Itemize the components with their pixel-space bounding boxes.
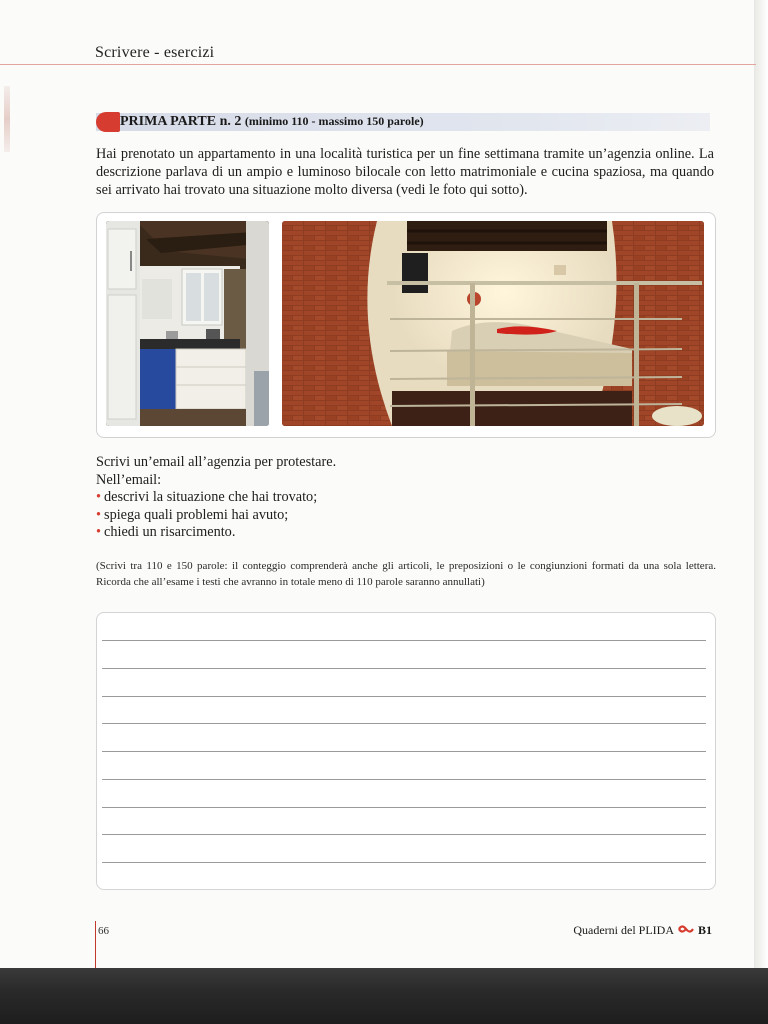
writing-line bbox=[102, 696, 706, 697]
page-number-rule bbox=[95, 921, 96, 968]
instructions bbox=[96, 454, 716, 542]
task-title bbox=[120, 114, 424, 130]
plida-logo-icon bbox=[678, 923, 694, 938]
margin-mark bbox=[4, 86, 10, 152]
book-title: Quaderni del PLIDA bbox=[573, 923, 674, 937]
task-title-limits: (minimo 110 - massimo 150 parole) bbox=[244, 114, 424, 128]
writing-line bbox=[102, 862, 706, 863]
header-rule bbox=[0, 64, 756, 65]
instruction-bullet: • spiega quali problemi hai avuto; bbox=[96, 507, 716, 525]
task-marker bbox=[96, 112, 120, 132]
footer-title bbox=[573, 923, 712, 938]
task-title-main: PRIMA PARTE bbox=[120, 114, 217, 129]
kitchen-photo bbox=[106, 221, 269, 426]
writing-line bbox=[102, 834, 706, 835]
level-label: B1 bbox=[697, 923, 712, 937]
instruction-intro: Nell’email: bbox=[96, 471, 162, 488]
instruction-bullet: • chiedi un risarcimento. bbox=[96, 524, 716, 542]
writing-line bbox=[102, 807, 706, 808]
instruction-bullet: • descrivi la situazione che hai trovato; bbox=[96, 489, 716, 507]
task-title-number: n. 2 bbox=[219, 114, 242, 129]
page-number: 66 bbox=[98, 925, 109, 937]
scan-edge-shadow bbox=[754, 0, 768, 968]
scan-background bbox=[0, 968, 768, 1024]
section-title: Scrivere - esercizi bbox=[95, 44, 215, 61]
writing-line bbox=[102, 751, 706, 752]
writing-line bbox=[102, 723, 706, 724]
writing-line bbox=[102, 640, 706, 641]
task-prompt: Hai prenotato un appartamento in una località turistica per un fine settimana tramite un’agenzia online. La descrizione parlava di un ampio e luminoso bilocale con letto matrimoniale e cucina spaziosa, ma quando sei arrivato hai trovato una situazione molto diversa (vedi le foto qui sotto). bbox=[96, 146, 714, 198]
writing-line bbox=[102, 668, 706, 669]
bedroom-photo bbox=[282, 221, 704, 426]
instruction-line: Scrivi un’email all’agenzia per protestare. bbox=[96, 454, 337, 470]
word-count-note: (Scrivi tra 110 e 150 parole: il conteggio comprenderà anche gli articoli, le preposizioni o le congiunzioni formati da una sola lettera. Ricorda che all’esame i testi che avranno in totale meno di 110 parole saranno annullati) bbox=[96, 560, 716, 588]
writing-line bbox=[102, 779, 706, 780]
instruction-list bbox=[96, 489, 716, 542]
